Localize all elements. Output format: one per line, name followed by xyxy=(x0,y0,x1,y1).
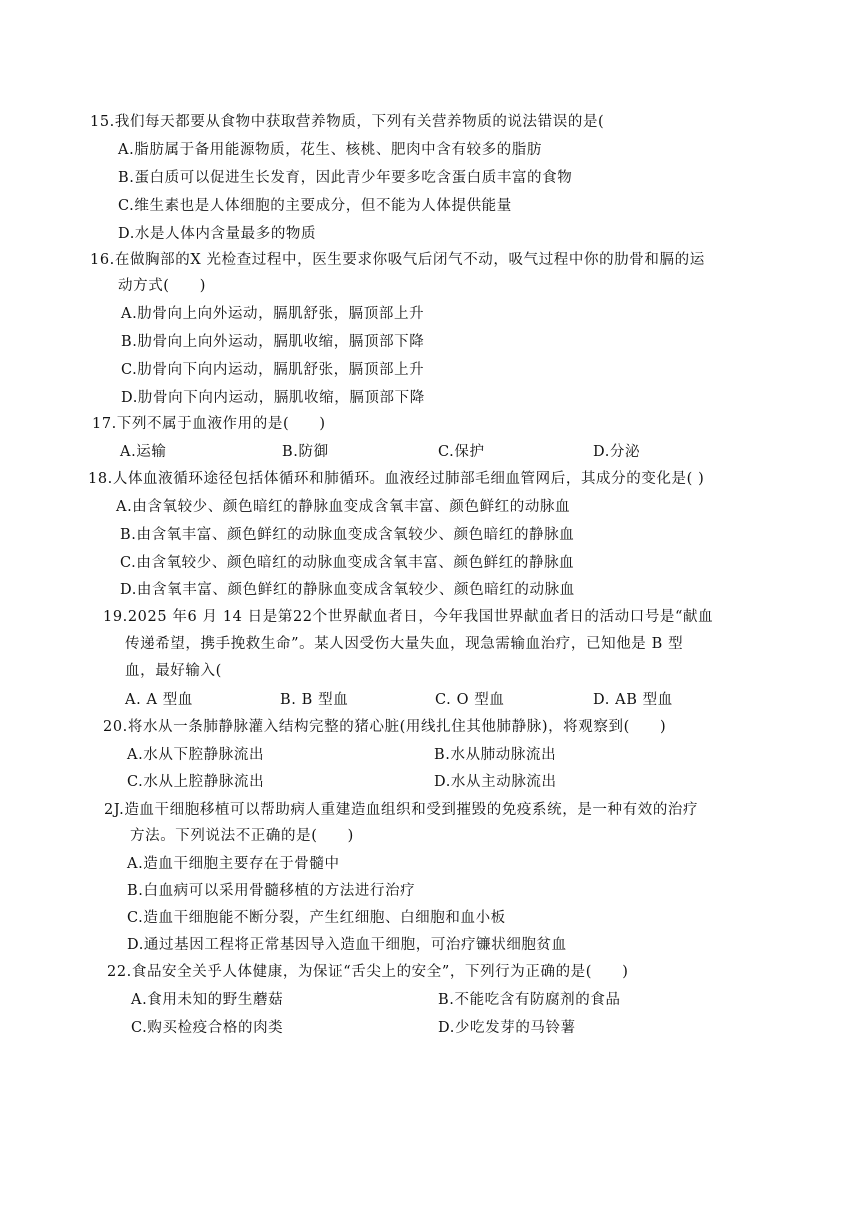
question-16-option-d: D.肋骨向下向内运动，膈肌收缩，膈顶部下降 xyxy=(121,390,425,406)
question-17-option-b: B.防御 xyxy=(282,444,329,460)
question-22-option-c: C.购买检疫合格的肉类 xyxy=(131,1020,284,1036)
question-19-stem-line-1: 19.2025 年6 月 14 日是第22个世界献血者日，今年我国世界献血者日的活动口号是“献血 xyxy=(103,609,714,625)
question-16-stem-line-1: 16.在做胸部的X 光检查过程中，医生要求你吸气后闭气不动，吸气过程中你的肋骨和膈的运 xyxy=(90,252,705,268)
question-17-option-d: D.分泌 xyxy=(593,444,641,460)
question-22-stem: 22.食品安全关乎人体健康，为保证“舌尖上的安全”，下列行为正确的是( ) xyxy=(107,964,629,980)
question-16-option-a: A.肋骨向上向外运动，膈肌舒张，膈顶部上升 xyxy=(121,306,425,322)
question-21-option-b: B.白血病可以采用骨髓移植的方法进行治疗 xyxy=(127,883,416,899)
question-15-option-d: D.水是人体内含量最多的物质 xyxy=(118,226,317,242)
question-20-option-c: C.水从上腔静脉流出 xyxy=(127,774,265,790)
question-22-option-a: A.食用未知的野生蘑菇 xyxy=(131,992,284,1008)
question-21-option-a: A.造血干细胞主要存在于骨髓中 xyxy=(127,856,340,872)
question-18-stem: 18.人体血液循环途径包括体循环和肺循环。血液经过肺部毛细血管网后，其成分的变化是( ) xyxy=(88,471,705,487)
question-19-stem-line-2: 传递希望，携手挽救生命”。某人因受伤大量失血，现急需输血治疗，已知他是 B 型 xyxy=(125,636,684,652)
question-19-option-d: D. AB 型血 xyxy=(593,692,673,708)
question-15-stem: 15.我们每天都要从食物中获取营养物质，下列有关营养物质的说法错误的是( xyxy=(90,114,605,130)
question-21-option-c: C.造血干细胞能不断分裂，产生红细胞、白细胞和血小板 xyxy=(127,910,506,926)
question-15-option-c: C.维生素也是人体细胞的主要成分，但不能为人体提供能量 xyxy=(118,198,512,214)
question-18-option-c: C.由含氧较少、颜色暗红的动脉血变成含氧丰富、颜色鲜红的静脉血 xyxy=(120,555,575,571)
question-15-option-a: A.脂肪属于备用能源物质，花生、核桃、肥肉中含有较多的脂肪 xyxy=(118,142,542,158)
question-22-option-d: D.少吃发芽的马铃薯 xyxy=(438,1020,576,1036)
question-18-option-d: D.由含氧丰富、颜色鲜红的静脉血变成含氧较少、颜色暗红的动脉血 xyxy=(120,582,575,598)
question-19-stem-line-3: 血，最好输入( xyxy=(125,663,222,679)
question-20-option-d: D.水从主动脉流出 xyxy=(434,774,557,790)
question-21-stem-line-2: 方法。下列说法不正确的是( ) xyxy=(130,828,354,844)
question-20-option-a: A.水从下腔静脉流出 xyxy=(127,747,265,763)
question-17-stem: 17.下列不属于血液作用的是( ) xyxy=(92,416,326,432)
question-16-option-b: B.肋骨向上向外运动，膈肌收缩，膈顶部下降 xyxy=(121,334,425,350)
question-22-option-b: B.不能吃含有防腐剂的食品 xyxy=(438,992,621,1008)
question-15-option-b: B.蛋白质可以促进生长发育，因此青少年要多吃含蛋白质丰富的食物 xyxy=(118,170,573,186)
question-20-stem: 20.将水从一条肺静脉灌入结构完整的猪心脏(用线扎住其他肺静脉)，将观察到( ) xyxy=(103,719,667,735)
question-21-stem-line-1: 2J.造血干细胞移植可以帮助病人重建造血组织和受到摧毁的免疫系统，是一种有效的治疗 xyxy=(104,802,699,818)
question-16-option-c: C.肋骨向下向内运动，膈肌舒张，膈顶部上升 xyxy=(121,362,425,378)
question-19-option-c: C. O 型血 xyxy=(435,692,505,708)
question-17-option-a: A.运输 xyxy=(120,444,167,460)
question-18-option-b: B.由含氧丰富、颜色鲜红的动脉血变成含氧较少、颜色暗红的静脉血 xyxy=(120,527,575,543)
question-19-option-a: A. A 型血 xyxy=(125,692,193,708)
question-16-stem-line-2: 动方式( ) xyxy=(118,278,207,294)
question-21-option-d: D.通过基因工程将正常基因导入造血干细胞，可治疗镰状细胞贫血 xyxy=(127,937,567,953)
question-17-option-c: C.保护 xyxy=(438,444,485,460)
question-18-option-a: A.由含氧较少、颜色暗红的静脉血变成含氧丰富、颜色鲜红的动脉血 xyxy=(116,499,571,515)
question-20-option-b: B.水从肺动脉流出 xyxy=(434,747,557,763)
question-19-option-b: B. B 型血 xyxy=(280,692,349,708)
